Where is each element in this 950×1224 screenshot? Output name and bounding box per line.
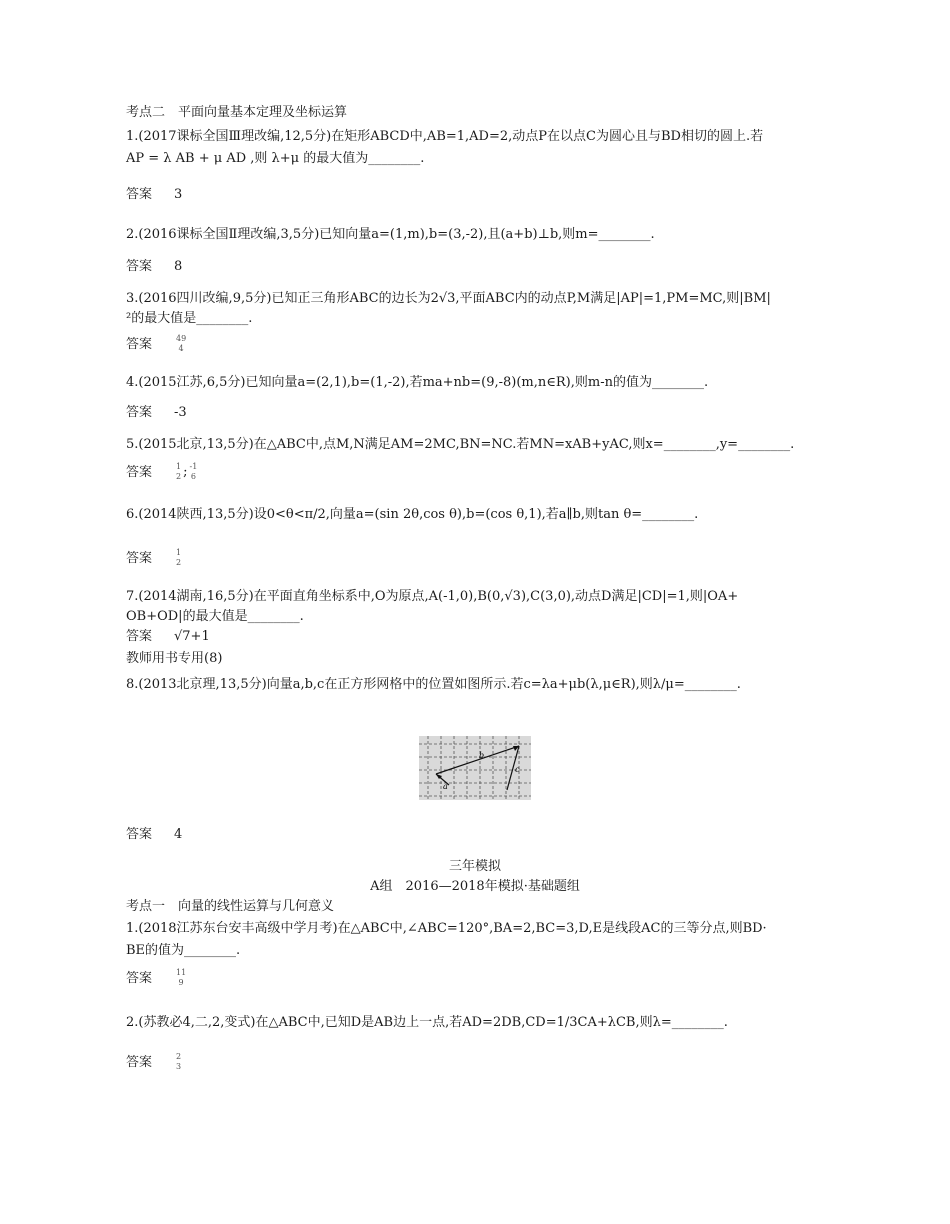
problem-4-answer: [126, 404, 187, 421]
answer-value: 3: [174, 187, 183, 202]
mock-problem-2-text: 2.(苏教必4,二,2,变式)在△ABC中,已知D是AB边上一点,若AD=2DB,CD=1/3CA+λCB,则λ=________.: [126, 1015, 728, 1030]
problem-3-text: 3.(2016四川改编,9,5分)已知正三角形ABC的边长为2√3,平面ABC内的动点P,M满足|AP|=1,PM=MC,则|BM|: [126, 291, 771, 306]
section-heading-2: 考点一 向量的线性运算与几何意义: [126, 899, 335, 914]
answer-label: 答案: [126, 970, 153, 986]
problem-3-answer: [126, 334, 188, 354]
problem-1-text-cont: AP = λ AB + μ AD ,则 λ+μ 的最大值为________.: [126, 151, 425, 166]
vector-grid-figure: [419, 736, 531, 800]
answer-label: 答案: [126, 550, 153, 566]
problem-7-text-cont: OB+OD|的最大值是________.: [126, 609, 304, 624]
mock-problem-1-answer: [126, 968, 188, 988]
answer-fraction: 2 3: [176, 1052, 182, 1071]
teacher-note: 教师用书专用(8): [126, 651, 223, 666]
problem-8-answer: [126, 826, 182, 843]
section-heading: 考点二 平面向量基本定理及坐标运算: [126, 105, 348, 120]
grid-diagram: [419, 736, 531, 800]
answer-separator: ;: [183, 464, 188, 480]
answer-label: 答案: [126, 464, 153, 480]
problem-6-text: 6.(2014陕西,13,5分)设0<θ<π/2,向量a=(sin 2θ,cos θ),b=(cos θ,1),若a∥b,则tan θ=________.: [126, 507, 699, 522]
answer-label: 答案: [126, 187, 153, 202]
answer-fraction: 1 2: [176, 548, 182, 567]
answer-label: 答案: [126, 827, 153, 842]
problem-2-answer: [126, 258, 182, 275]
answer-fraction-x: 1 2: [176, 462, 182, 481]
answer-fraction: 11 9: [176, 968, 187, 987]
problem-1-text: 1.(2017课标全国Ⅲ理改编,12,5分)在矩形ABCD中,AB=1,AD=2,动点P在以点C为圆心且与BD相切的圆上.若: [126, 129, 764, 144]
problem-8-text: 8.(2013北京理,13,5分)向量a,b,c在正方形网格中的位置如图所示.若c=λa+μb(λ,μ∈R),则λ/μ=________.: [126, 677, 741, 692]
answer-fraction-y: -1 6: [189, 462, 198, 481]
label-a: a: [443, 782, 448, 791]
group-title: A组 2016—2018年模拟·基础题组: [370, 879, 580, 894]
problem-2-text: 2.(2016课标全国Ⅱ理改编,3,5分)已知向量a=(1,m),b=(3,-2),且(a+b)⊥b,则m=________.: [126, 227, 655, 242]
mock-problem-1-text-cont: BE的值为________.: [126, 943, 241, 958]
problem-5-answer: [126, 462, 199, 482]
problem-7-answer: [126, 628, 210, 645]
problem-3-text-cont: ²的最大值是________.: [126, 311, 253, 326]
answer-label: 答案: [126, 259, 153, 274]
answer-value: √7+1: [174, 629, 210, 644]
problem-1-answer: [126, 186, 182, 203]
problem-7-text: 7.(2014湖南,16,5分)在平面直角坐标系中,O为原点,A(-1,0),B(0,√3),C(3,0),动点D满足|CD|=1,则|OA+: [126, 589, 739, 604]
answer-fraction: 49 4: [176, 334, 187, 353]
answer-value: 8: [174, 259, 183, 274]
answer-label: 答案: [126, 1054, 153, 1070]
problem-4-text: 4.(2015江苏,6,5分)已知向量a=(2,1),b=(1,-2),若ma+nb=(9,-8)(m,n∈R),则m-n的值为________.: [126, 375, 709, 390]
problem-5-text: 5.(2015北京,13,5分)在△ABC中,点M,N满足AM=2MC,BN=NC.若MN=xAB+yAC,则x=________,y=________.: [126, 437, 795, 452]
answer-value: 4: [174, 827, 183, 842]
three-year-title: 三年模拟: [448, 859, 501, 874]
mock-problem-2-answer: [126, 1052, 183, 1072]
answer-label: 答案: [126, 336, 153, 352]
label-b: b: [479, 751, 485, 760]
answer-label: 答案: [126, 629, 153, 644]
problem-6-answer: [126, 548, 183, 568]
answer-label: 答案: [126, 405, 153, 420]
label-c: c: [515, 765, 520, 774]
answer-value: -3: [174, 405, 187, 420]
mock-problem-1-text: 1.(2018江苏东台安丰高级中学月考)在△ABC中,∠ABC=120°,BA=2,BC=3,D,E是线段AC的三等分点,则BD·: [126, 921, 767, 936]
